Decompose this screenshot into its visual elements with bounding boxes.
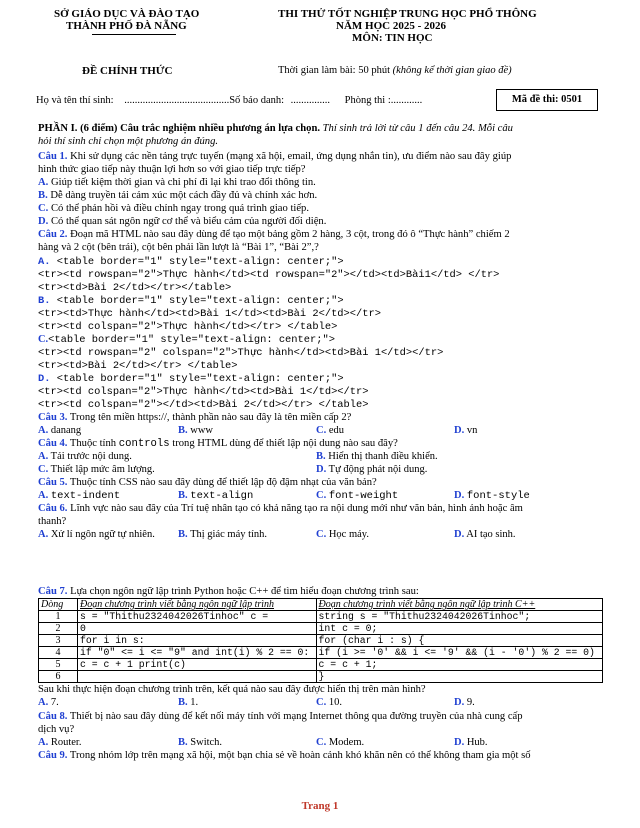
q9-label: Câu 9. bbox=[38, 750, 68, 761]
room-field[interactable]: ............ bbox=[390, 95, 423, 106]
q7-row-4-cpp: if (i >= '0' && i <= '9' && (i - '0') % 2 == 0) bbox=[316, 647, 602, 659]
q6-option-d[interactable]: D. AI tạo sinh. bbox=[454, 529, 516, 540]
q1-text-2: hình thức giao tiếp này thuận lợi hơn so với giao tiếp trực tiếp? bbox=[38, 164, 306, 175]
table-row bbox=[39, 671, 603, 683]
q3-text bbox=[38, 412, 608, 424]
q7-text bbox=[38, 586, 608, 598]
q5-option-b-text: text-align bbox=[190, 490, 254, 502]
name-field[interactable]: ........................................ bbox=[124, 95, 230, 106]
q7-header-cpp: Đoạn chương trình viết bằng ngôn ngữ lập trình C++ bbox=[316, 599, 602, 611]
q6-option-b-text: Thị giác máy tính. bbox=[190, 529, 268, 540]
room-label: Phòng thi : bbox=[344, 95, 391, 106]
q7-row-6-cpp: } bbox=[316, 671, 602, 683]
q1-option-d-text: Có thể quan sát ngôn ngữ cơ thể và biểu cảm của người đối diện. bbox=[50, 216, 327, 227]
q7-row-4-python: if "0" <= i <= "9" and int(i) % 2 == 0: bbox=[78, 647, 317, 659]
q6-text-2: thanh? bbox=[38, 516, 67, 527]
name-label: Họ và tên thí sinh: bbox=[36, 95, 114, 106]
exam-code-box bbox=[496, 89, 598, 111]
subject-label: MÔN: TIN HỌC bbox=[352, 32, 433, 44]
q1-option-a[interactable]: A. Giúp tiết kiệm thời gian và chi phí đi lại khi trao đổi thông tin. bbox=[38, 177, 316, 188]
q2-option-a-line-1: <table border="1" style="text-align: center;"> bbox=[50, 256, 344, 268]
q2-option-c-line-1: <table border="1" style="text-align: center;"> bbox=[48, 334, 335, 346]
q5-option-a[interactable]: A. text-indent bbox=[38, 490, 121, 502]
q7-row-5-num: 5 bbox=[39, 659, 78, 671]
q7-row-2-python: 0 bbox=[78, 623, 317, 635]
q1-option-d[interactable]: D. Có thể quan sát ngôn ngữ cơ thể và biểu cảm của người đối diện. bbox=[38, 216, 327, 227]
q4-text bbox=[38, 438, 608, 450]
q7-option-a-text: 7. bbox=[50, 697, 59, 708]
q1-option-a-text: Giúp tiết kiệm thời gian và chi phí đi lại khi trao đổi thông tin. bbox=[50, 177, 316, 188]
q7-option-a[interactable]: A. 7. bbox=[38, 697, 59, 708]
q5-stem: Thuộc tính CSS nào sau đây dùng để thiết lập độ đậm nhạt của văn bản? bbox=[69, 477, 377, 488]
table-row bbox=[39, 659, 603, 671]
part-1-title: PHẦN I. (6 điểm) Câu trắc nghiệm nhiều phương án lựa chọn. bbox=[38, 123, 320, 134]
q6-label: Câu 6. bbox=[38, 503, 68, 514]
q1-option-b-text: Dễ dàng truyền tải cảm xúc một cách đầy đủ và chính xác hơn. bbox=[50, 190, 318, 201]
q5-option-b[interactable]: B. text-align bbox=[178, 490, 254, 502]
q4-option-a[interactable]: A. Tải trước nội dung. bbox=[38, 451, 132, 462]
table-row bbox=[39, 635, 603, 647]
q8-option-a-text: Router. bbox=[50, 737, 82, 748]
q7-header-line: Dòng bbox=[39, 599, 78, 611]
q3-option-b-text: www bbox=[190, 425, 214, 436]
q7-row-1-cpp: string s = "Thithu2324042026Tinhoc"; bbox=[316, 611, 602, 623]
q3-stem: Trong tên miền https://, thành phần nào sau đây là tên miền cấp 2? bbox=[69, 412, 352, 423]
part-1-title-line bbox=[38, 123, 608, 135]
q7-row-6-num: 6 bbox=[39, 671, 78, 683]
table-row bbox=[39, 611, 603, 623]
q1-option-c[interactable]: C. Có thể phản hồi và điều chỉnh ngay trong quá trình giao tiếp. bbox=[38, 203, 309, 214]
q4-option-b[interactable]: B. Hiển thị thanh điều khiển. bbox=[316, 451, 438, 462]
q8-option-c-text: Modem. bbox=[328, 737, 365, 748]
q2-option-d[interactable]: D. <table border="1" style="text-align: center;"> bbox=[38, 373, 344, 385]
q2-option-a[interactable]: A. <table border="1" style="text-align: center;"> bbox=[38, 256, 344, 268]
q3-option-c[interactable]: C. edu bbox=[316, 425, 345, 436]
q7-row-3-num: 3 bbox=[39, 635, 78, 647]
q2-option-c-line-2: <tr><td rowspan="2" colspan="2">Thực hành</td><td>Bài 1</td></tr> bbox=[38, 347, 444, 359]
time-note: (không kể thời gian giao đề) bbox=[392, 65, 512, 76]
time-label: Thời gian làm bài: 50 phút bbox=[278, 65, 390, 76]
q7-after-text: Sau khi thực hiện đoạn chương trình trên, kết quả nào sau đây được hiển thị trên màn hình? bbox=[38, 684, 426, 695]
q4-stem-code: controls bbox=[118, 438, 170, 450]
q5-option-c-text: font-weight bbox=[328, 490, 399, 502]
q7-row-3-python: for i in s: bbox=[78, 635, 317, 647]
q6-option-d-text: AI tạo sinh. bbox=[466, 529, 516, 540]
q2-text-2: hàng và 2 cột (bên trái), cột bên phải lần lượt là “Bài 1”, “Bài 2”,? bbox=[38, 242, 319, 253]
q1-option-b[interactable]: B. Dễ dàng truyền tải cảm xúc một cách đầy đủ và chính xác hơn. bbox=[38, 190, 318, 201]
q6-option-a-text: Xử lí ngôn ngữ tự nhiên. bbox=[50, 529, 155, 540]
q3-option-c-text: edu bbox=[328, 425, 345, 436]
q5-text bbox=[38, 477, 608, 489]
q4-option-b-text: Hiển thị thanh điều khiển. bbox=[328, 451, 438, 462]
q4-stem-pre: Thuộc tính bbox=[69, 438, 117, 449]
q4-label: Câu 4. bbox=[38, 438, 68, 449]
q7-option-d[interactable]: D. 9. bbox=[454, 697, 475, 708]
q7-row-3-cpp: for (char i : s) { bbox=[316, 635, 602, 647]
q7-row-4-num: 4 bbox=[39, 647, 78, 659]
q1-label: Câu 1. bbox=[38, 151, 68, 162]
q7-code-table bbox=[38, 598, 603, 683]
q3-option-a[interactable]: A. danang bbox=[38, 425, 82, 436]
department-underline bbox=[92, 34, 176, 35]
q7-row-2-cpp: int c = 0; bbox=[316, 623, 602, 635]
q8-option-c[interactable]: C. Modem. bbox=[316, 737, 365, 748]
q7-option-c-text: 10. bbox=[328, 697, 342, 708]
q7-row-1-python: s = "Thithu2324042026Tinhoc" c = bbox=[78, 611, 317, 623]
q7-row-6-python bbox=[78, 671, 317, 683]
q7-option-b[interactable]: B. 1. bbox=[178, 697, 199, 708]
q5-option-d-text: font-style bbox=[466, 490, 530, 502]
q1-option-c-text: Có thể phản hồi và điều chỉnh ngay trong quá trình giao tiếp. bbox=[50, 203, 309, 214]
q4-option-d[interactable]: D. Tự động phát nội dung. bbox=[316, 464, 428, 475]
q8-option-d-text: Hub. bbox=[466, 737, 488, 748]
q2-option-d-line-3: <tr><td colspan="2"></td><td>Bài 2</td></tr> </table> bbox=[38, 399, 369, 411]
q2-label: Câu 2. bbox=[38, 229, 68, 240]
official-label: ĐỀ CHÍNH THỨC bbox=[82, 65, 173, 77]
table-row bbox=[39, 623, 603, 635]
q8-label: Câu 8. bbox=[38, 711, 68, 722]
q2-option-b-line-3: <tr><td colspan="2">Thực hành</td></tr> </table> bbox=[38, 321, 338, 333]
q2-stem-1: Đoạn mã HTML nào sau đây dùng để tạo một bảng gồm 2 hàng, 3 cột, trong đó ô “Thực hành” chiếm 2 bbox=[70, 229, 510, 240]
q7-header-python: Đoạn chương trình viết bằng ngôn ngữ lập trình bbox=[78, 599, 317, 611]
q2-option-b-line-1: <table border="1" style="text-align: center;"> bbox=[50, 295, 344, 307]
q6-stem-1: Lĩnh vực nào sau đây của Trí tuệ nhân tạo có khả năng tạo ra nội dung mới như văn bản, hình ảnh hoặc âm bbox=[70, 503, 523, 514]
q8-option-d[interactable]: D. Hub. bbox=[454, 737, 488, 748]
sbd-field[interactable]: ............... bbox=[290, 95, 331, 106]
q1-text-1 bbox=[38, 151, 608, 163]
q9-text bbox=[38, 750, 608, 762]
q5-option-d[interactable]: D. font-style bbox=[454, 490, 530, 502]
q7-row-5-python: c = c + 1 print(c) bbox=[78, 659, 317, 671]
q1-stem-1: Khi sử dụng các nền tảng trực tuyến (mạng xã hội, email, ứng dụng nhắn tin), ưu điểm nào sau đây giúp bbox=[70, 151, 512, 162]
q6-option-c[interactable]: C. Học máy. bbox=[316, 529, 369, 540]
q3-label: Câu 3. bbox=[38, 412, 68, 423]
exam-title-line-1: THI THỬ TỐT NGHIỆP TRUNG HỌC PHỔ THÔNG bbox=[278, 8, 537, 20]
q7-row-1-num: 1 bbox=[39, 611, 78, 623]
q7-row-5-cpp: c = c + 1; bbox=[316, 659, 602, 671]
exam-title-line-2: NĂM HỌC 2025 - 2026 bbox=[336, 20, 446, 32]
q3-option-b[interactable]: B. www bbox=[178, 425, 214, 436]
q7-option-d-text: 9. bbox=[466, 697, 475, 708]
q8-option-b-text: Switch. bbox=[190, 737, 223, 748]
q2-option-a-line-2: <tr><td rowspan="2">Thực hành</td><td rowspan="2"></td><td>Bài1</td> </tr> bbox=[38, 269, 500, 281]
q3-option-a-text: danang bbox=[50, 425, 82, 436]
q2-option-d-line-1: <table border="1" style="text-align: center;"> bbox=[50, 373, 344, 385]
q2-option-c-line-3: <tr><td>Bài 2</td></tr> </table> bbox=[38, 360, 238, 372]
q2-text-1 bbox=[38, 229, 608, 241]
q3-option-d-text: vn bbox=[466, 425, 478, 436]
page-number: Trang 1 bbox=[301, 800, 339, 812]
q4-option-a-text: Tải trước nội dung. bbox=[50, 451, 132, 462]
q9-stem: Trong nhóm lớp trên mạng xã hội, một bạn chia sẻ về hoàn cảnh khó khăn nên có thể không tham gia một số bbox=[69, 750, 531, 761]
q3-option-d[interactable]: D. vn bbox=[454, 425, 478, 436]
q5-label: Câu 5. bbox=[38, 477, 68, 488]
q5-option-c[interactable]: C. font-weight bbox=[316, 490, 399, 502]
q6-option-b[interactable]: B. Thị giác máy tính. bbox=[178, 529, 268, 540]
q8-option-b[interactable]: B. Switch. bbox=[178, 737, 223, 748]
q8-text-1 bbox=[38, 711, 608, 723]
q2-option-b-line-2: <tr><td>Thực hành</td><td>Bài 1</td><td>Bài 2</td></tr> bbox=[38, 308, 381, 320]
q7-row-2-num: 2 bbox=[39, 623, 78, 635]
q5-option-a-text: text-indent bbox=[50, 490, 121, 502]
q8-option-a[interactable]: A. Router. bbox=[38, 737, 82, 748]
q4-option-c-text: Thiết lập mức âm lượng. bbox=[50, 464, 155, 475]
q4-option-d-text: Tự động phát nội dung. bbox=[328, 464, 428, 475]
q8-stem-1: Thiết bị nào sau đây dùng để kết nối máy tính với mạng Internet thông qua đường truyền của nhà cung cấp bbox=[69, 711, 523, 722]
q8-text-2: dịch vụ? bbox=[38, 724, 75, 735]
candidate-info-row bbox=[36, 95, 422, 106]
q7-option-b-text: 1. bbox=[190, 697, 199, 708]
sbd-label: Số báo danh: bbox=[229, 95, 285, 106]
q7-option-c[interactable]: C. 10. bbox=[316, 697, 342, 708]
q4-option-c[interactable]: C. Thiết lập mức âm lượng. bbox=[38, 464, 155, 475]
q4-stem-post: trong HTML dùng để thiết lập nội dung nào sau đây? bbox=[172, 438, 398, 449]
department-line-2: THÀNH PHỐ ĐÀ NẴNG bbox=[66, 20, 187, 32]
q7-table-header bbox=[39, 599, 603, 611]
department-line-1: SỞ GIÁO DỤC VÀ ĐÀO TẠO bbox=[54, 8, 200, 20]
q2-option-d-line-2: <tr><td colspan="2">Thực hành</td><td>Bài 1</td></tr> bbox=[38, 386, 369, 398]
table-row bbox=[39, 647, 603, 659]
q6-option-c-text: Học máy. bbox=[328, 529, 369, 540]
q2-option-b[interactable]: B. <table border="1" style="text-align: center;"> bbox=[38, 295, 344, 307]
q2-option-c[interactable]: C.<table border="1" style="text-align: center;"> bbox=[38, 334, 335, 346]
exam-code: Mã đề thi: 0501 bbox=[511, 94, 583, 105]
part-1-instruction-2: hỏi thí sinh chỉ chọn một phương án đúng. bbox=[38, 136, 219, 147]
q7-label: Câu 7. bbox=[38, 586, 68, 597]
part-1-instruction-1: Thí sinh trả lời từ câu 1 đến câu 24. Mỗi câu bbox=[322, 123, 513, 134]
q7-stem: Lựa chọn ngôn ngữ lập trình Python hoặc C++ để tìm hiểu đoạn chương trình sau: bbox=[70, 586, 419, 597]
q6-text-1 bbox=[38, 503, 608, 515]
q2-option-a-line-3: <tr><td>Bài 2</td></tr></table> bbox=[38, 282, 232, 294]
q6-option-a[interactable]: A. Xử lí ngôn ngữ tự nhiên. bbox=[38, 529, 155, 540]
time-info bbox=[278, 65, 512, 76]
